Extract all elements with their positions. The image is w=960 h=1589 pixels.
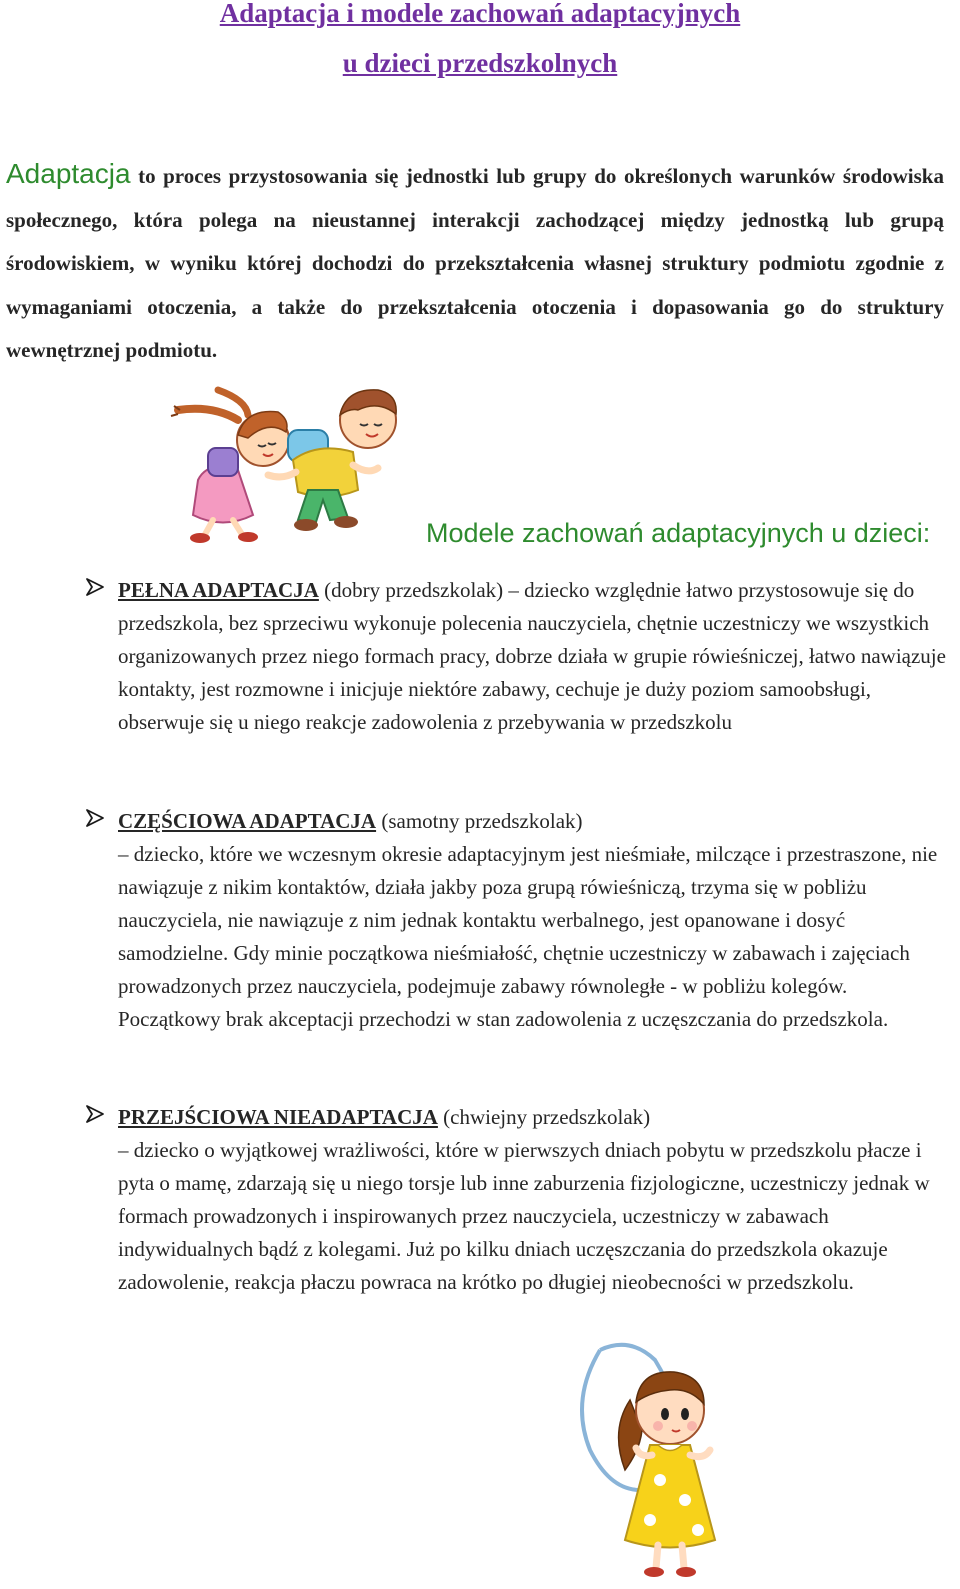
model-description: – dziecko względnie łatwo przystosowuje się do przedszkola, bez sprzeciwu wykonuje polecenia nauczyciela, chętnie uczestniczy we wszystkich organizowanych przez niego formach pracy, dobrze działa w grupie rówieśniczej, łatwo nawiązuje kontakty, jest rozmowne i inicjuje niektóre zabawy, cechuje je duży poziom samoobsługi, obserwuje się u niego reakcje zadowolenia z przebywania w przedszkolu xyxy=(118,578,946,734)
model-name: PEŁNA ADAPTACJA xyxy=(118,578,319,602)
model-description: – dziecko o wyjątkowej wrażliwości, które w pierwszych dniach pobytu w przedszkolu płacze i pyta o mamę, zdarzają się u niego torsje lub inne zaburzenia fizjologiczne, uczestniczy jednak w formach prowadzonych i inspirowanych przez nauczyciela, uczestniczy w zabawach indywidualnych bądź z kolegami. Już po kilku dniach uczęszczania do przedszkola okazuje zadowolenie, reakcja płaczu powraca na krótko po długiej nieobecności w przedszkolu. xyxy=(118,1138,930,1294)
model-name: PRZEJŚCIOWA NIEADAPTACJA xyxy=(118,1105,438,1129)
intro-term: Adaptacja xyxy=(6,158,131,189)
model-item-partial-adaptation xyxy=(84,805,954,1036)
model-text xyxy=(118,574,954,739)
arrowhead-bullet-icon xyxy=(84,576,106,598)
page-title: Adaptacja i modele zachowań adaptacyjnych xyxy=(219,0,741,28)
model-item-transitional-nonadaptation xyxy=(84,1101,954,1299)
model-text xyxy=(118,805,954,1036)
arrowhead-bullet-icon xyxy=(84,807,106,829)
page-subtitle: u dzieci przedszkolnych xyxy=(342,48,618,78)
girl-with-jump-rope-illustration xyxy=(570,1340,740,1580)
model-type: (dobry przedszkolak) xyxy=(318,578,504,602)
arrowhead-bullet-icon xyxy=(84,1103,106,1125)
model-description: – dziecko, które we wczesnym okresie adaptacyjnym jest nieśmiałe, milczące i przestraszone, nie nawiązuje z nikim kontaktów, działa jakby poza grupą rówieśniczą, trzyma się w pobliżu nauczyciela, nie nawiązuje z nim jednak kontaktu werbalnego, jest opanowane i dosyć samodzielne. Gdy minie początkowa nieśmiałość, chętnie uczestniczy w zabawach i zajęciach prowadzonych przez nauczyciela, podejmuje zabawy równoległe - w pobliżu kolegów. Początkowy brak akceptacji przechodzi w stan zadowolenia z uczęszczania do przedszkola. xyxy=(118,842,938,1031)
model-item-full-adaptation xyxy=(84,574,954,739)
model-type: (samotny przedszkolak) xyxy=(376,809,583,833)
intro-text: to proces przystosowania się jednostki lub grupy do określonych warunków środowiska społecznego, która polega na nieustannej interakcji zachodzącej między jednostką lub grupą środowiskiem, w wyniku której dochodzi do przekształcenia własnej struktury podmiotu zgodnie z wymaganiami otoczenia, a także do przekształcenia otoczenia i dopasowania go do struktury wewnętrznej podmiotu. xyxy=(6,164,944,362)
intro-paragraph xyxy=(6,152,944,373)
model-name: CZĘŚCIOWA ADAPTACJA xyxy=(118,809,377,833)
models-heading: Modele zachowań adaptacyjnych u dzieci: xyxy=(426,518,931,548)
model-text xyxy=(118,1101,954,1299)
running-children-illustration xyxy=(168,380,428,545)
model-type: (chwiejny przedszkolak) xyxy=(437,1105,651,1129)
